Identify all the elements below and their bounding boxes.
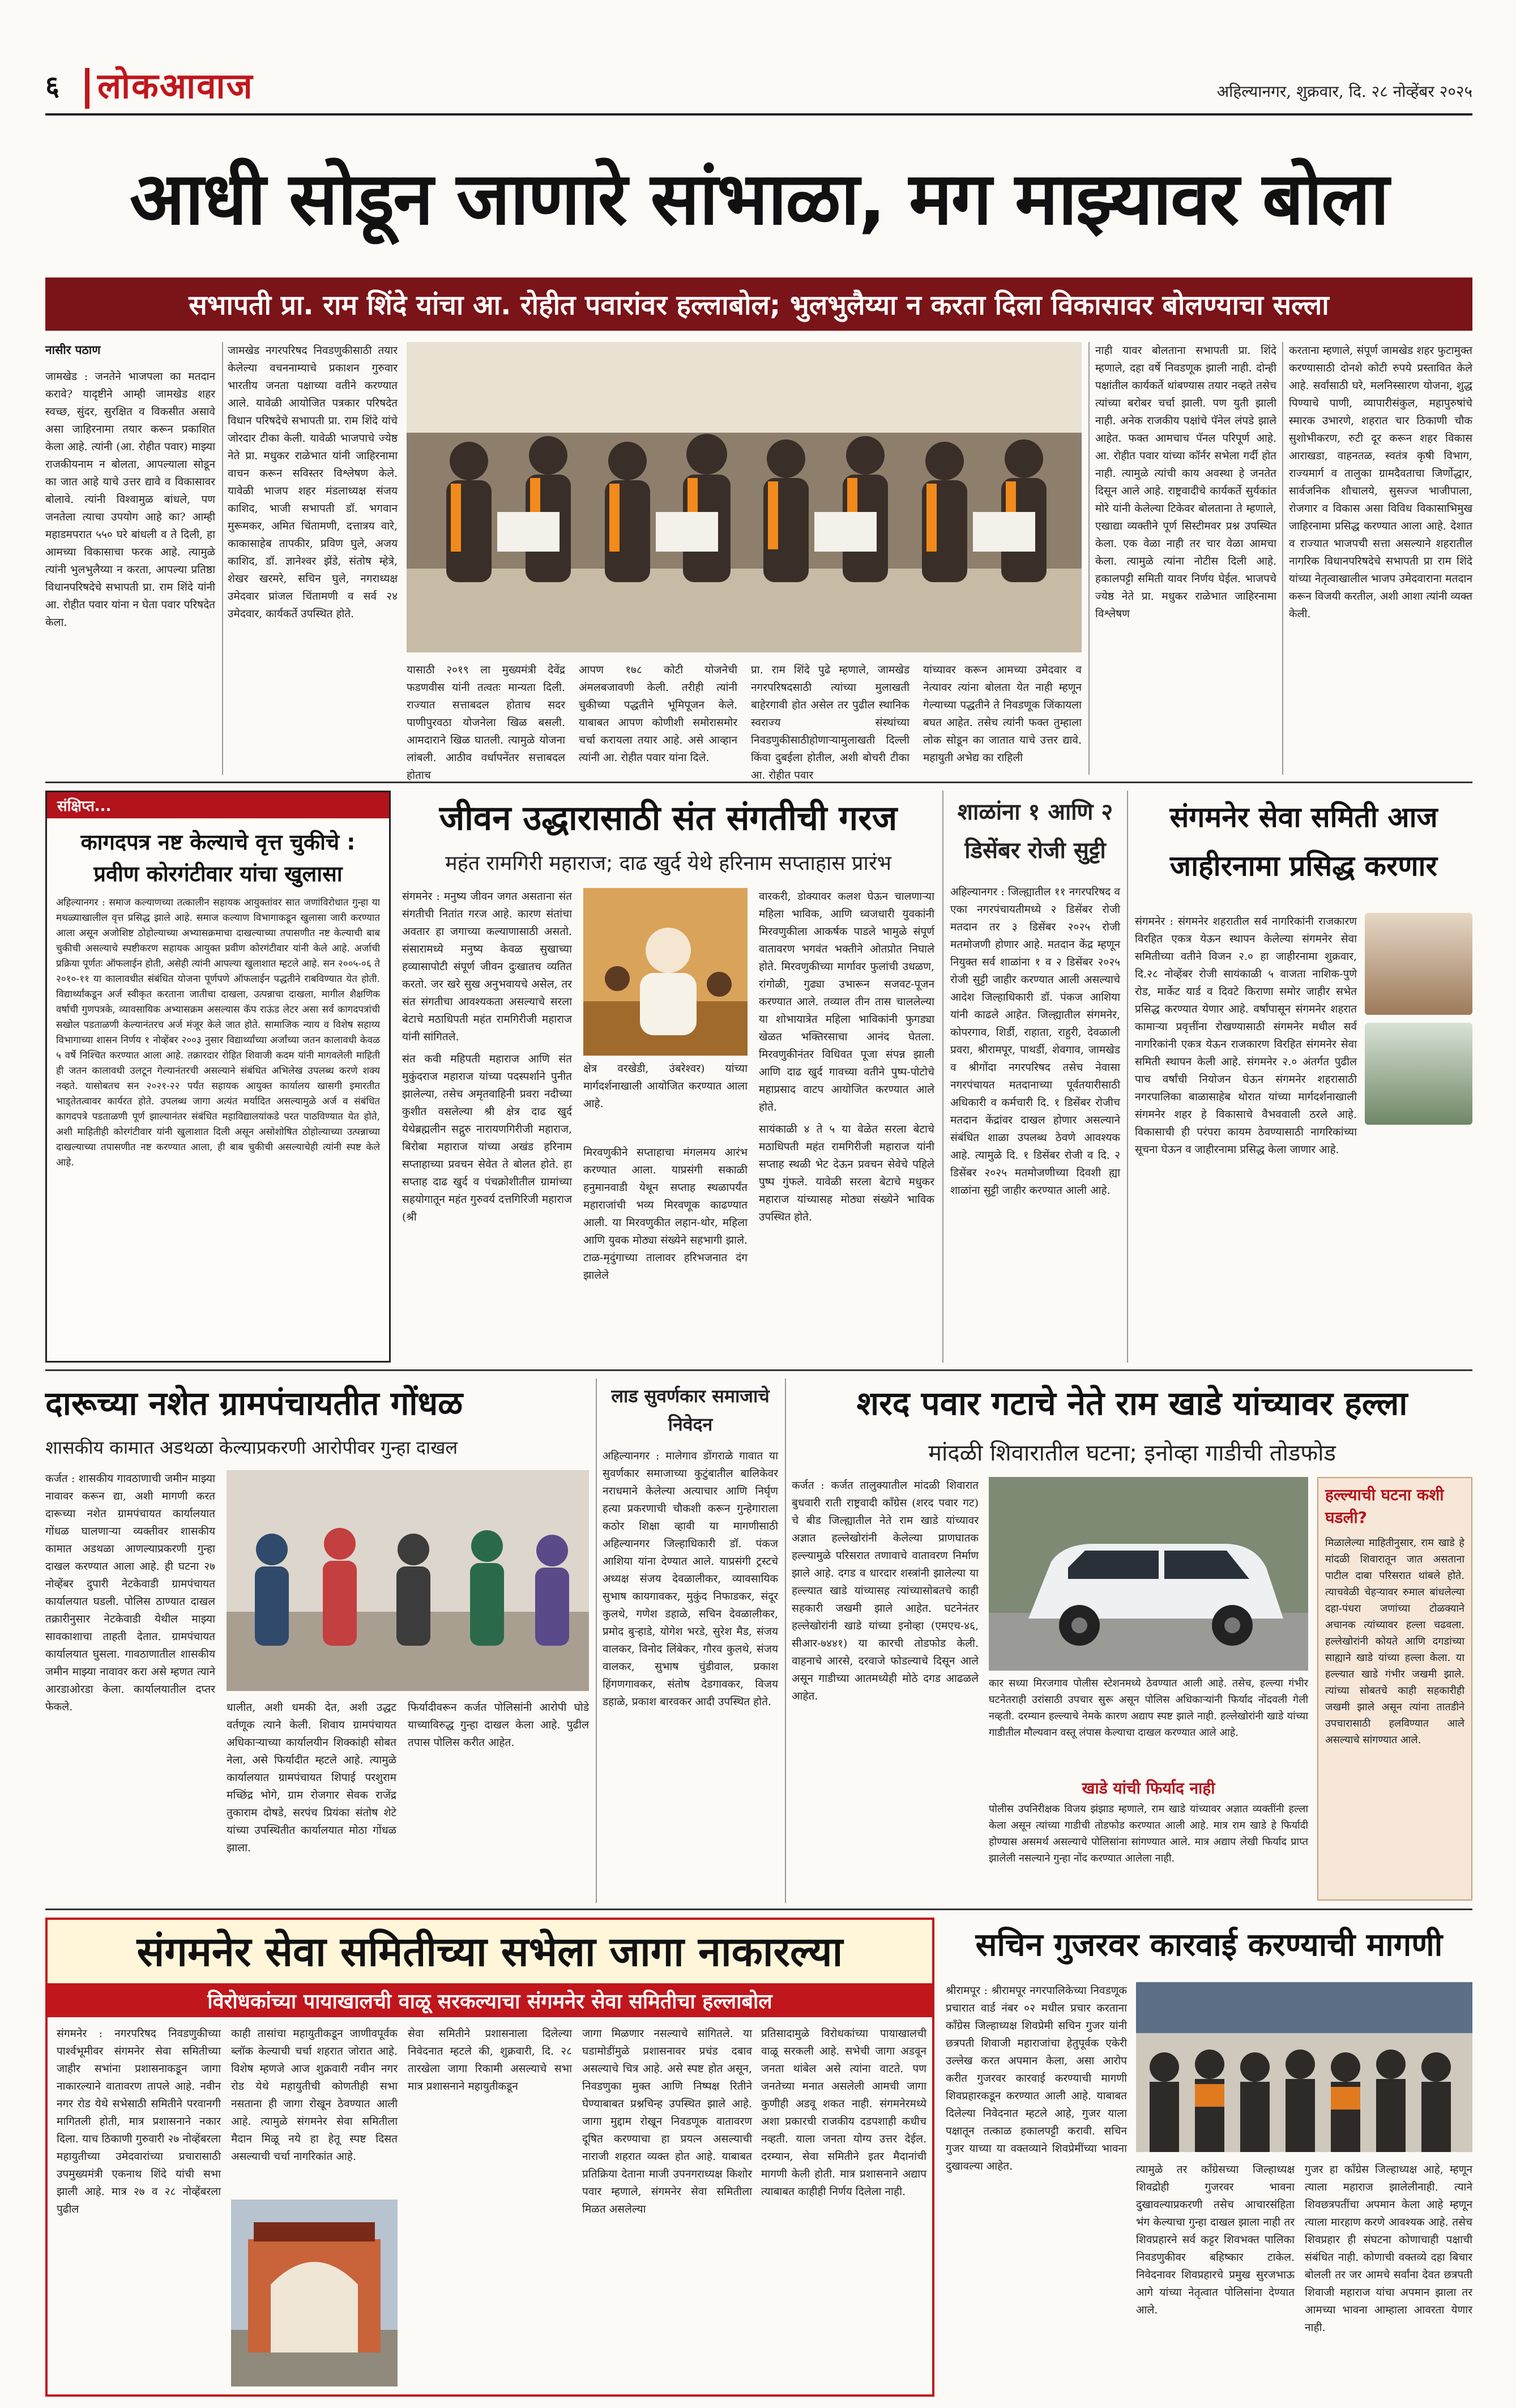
daru-subhead: शासकीय कामात अडथळा केल्याप्रकरणी आरोपीवर गुन्हा दाखल bbox=[45, 1437, 458, 1458]
daru-headline: दारूच्या नशेत ग्रामपंचायतीत गोंधळ bbox=[45, 1384, 463, 1423]
saint-photo-illustration bbox=[583, 888, 748, 1056]
lead-byline: नासीर पठाण bbox=[45, 343, 101, 357]
lead-column-6: यांच्यावर करून आमच्या उमेदवार व नेत्यावर त्यांना बोलता येत नाही म्हणून गेल्याच्या पद्धतीने ते निवडणूक जिंकायला बघत आहेत. तसेच त्यांनी फक्त तुम्हाला लोक सोडून का जातात याचे उत्तर द्यावे. महायुती अभेद्य का राहिली bbox=[923, 664, 1082, 764]
brand-logo: लोकआवाज bbox=[97, 65, 254, 106]
sachin-column-1: श्रीरामपूर : श्रीरामपूर नगरपालिकेच्या निवडणूक प्रचारात वार्ड नंबर ०२ मधील प्रचार करताना काँग्रेस जिल्हाध्यक्ष शिवप्रेमी सचिन गुजर यांनी छत्रपती शिवाजी महाराजांचा हेतुपूर्वक एकेरी उल्लेख करत अपमान केला, असा आरोप करीत गुजरवर कारवाई करण्याची मागणी शिवप्रहारकडून करण्यात आली आहे. याबाबत दिलेल्या निवेदनात म्हटले आहे, गुजर याला पक्षातून तत्काळ हकालपट्टी करावी. सचिन गुजर याच्या या वक्तव्याने शिवप्रेमींच्या भावना दुखावल्या आहेत. bbox=[946, 1984, 1127, 2172]
sant-column-2: संत कवी महिपती महाराज आणि संत मुकुंदराज महाराज यांच्या पदस्पर्शाने पुनीत झालेल्या, तसेच अमृतवाहिनी प्रवरा नदीच्या कुशीत वसलेल्या श्री क्षेत्र दाढ खुर्द येथेब्रह्मलीन सद्गुरु नारायणगिरीजी महाराज, बिरोबा महाराज यांच्या अखंड हरिनाम सप्ताहाच्या प्रवचन सेवेत ते बोलत होते. हा सप्ताह दाढ खुर्द व पंचक्रोशीतील ग्रामांच्या सहयोगातून महंत गुरुवर्य दत्तगिरिजी महाराज (श्री bbox=[402, 1053, 572, 1223]
sharad-column-2: पोलीस उपनिरीक्षक विजय झंझाड म्हणाले, राम खाडे यांच्यावर अज्ञात व्यक्तींनी हल्ला केला असून त्यांच्या गाडीची तोडफोड करण्यात आली आहे. मात्र राम खाडे हे फिर्यादी होण्यास असमर्थ असल्याचे पोलिसांना सांगण्यात आले. मात्र अद्याप लेखी फिर्याद प्राप्त झालेली नसल्याने गुन्हा नोंद करण्यात आलेला नाही. bbox=[989, 1803, 1308, 1864]
lead-column-8: करताना म्हणाले, संपूर्ण जामखेड शहर फुटामुक्त करण्यासाठी दोनशे कोटी रुपये प्रस्तावित केले आहे. सर्वांसाठी घरे, मलनिस्सारण योजना, शुद्ध पिण्याचे पाणी, व्यापारीसंकुल, महापुरुषांचे स्मारक उभारणे, शहरात चार ठिकाणी चौक सुशोभीकरण, रुटी दूर करून शहर विकास आराखडा, वाहनतळ, स्वतंत्र कृषी विभाग, राज्यमार्ग व तालुका ग्रामदैवताचा जिर्णोद्धार, सार्वजनिक शौचालये, सुसज्ज भाजीपाला, रोजगार व विकास असा विविध विकासाभिमुख जाहिरनामा प्रसिद्ध करण्यात आला आहे. देशात व राज्यात भाजपची सत्ता असल्याने शहरातील नागरिक विधानपरिषदेचे सभापती प्रा राम शिंदे यांच्या नेतृत्वाखालील भाजप उमेदवाराना मतदान करून विजयी करतील, अशी आशा त्यांनी व्यक्त केली. bbox=[1289, 344, 1472, 620]
sabha-strap-band bbox=[48, 1983, 932, 2017]
sharad-headline: शरद पवार गटाचे नेते राम खाडे यांच्यावर हल्ला bbox=[856, 1384, 1408, 1423]
daru-column-1: कर्जत : शासकीय गावठाणाची जमीन माझ्या नावावर करून द्या, अशी मागणी करत दारूच्या नशेत ग्रामपंचायत कार्यालयात गोंधळ घालणाऱ्या व्यक्तीवर शासकीय कामात अडथळा आणल्याप्रकरणी गुन्हा दाखल करण्यात आला आहे. ही घटना २७ नोव्हेंबर दुपारी नेटकेवाडी ग्रामपंचायत कार्यालयात घडली. पोलिस ठाण्यात दाखल तक्रारीनुसार नेटकेवाडी येथील माझ्या सावकाशाचा ताहती देतात. ग्रामपंचायत कार्यालयात घुसला. गावठाणातील शासकीय जमीन माझ्या नावावर करा असे म्हणत त्याने आरडाओरडा केला. कार्यालयातील दप्तर फेकले. bbox=[45, 1472, 215, 1713]
brief-label-bar bbox=[47, 792, 389, 818]
lead-column-7: नाही यावर बोलताना सभापती प्रा. शिंदे म्हणाले, दहा वर्षे निवडणूक झाली नाही. दोन्ही पक्षांतील कार्यकर्ते थांबण्यास तयार नव्हते तसेच त्यांच्या बरोबर चर्चा झाली. पण युती झाली नाही. अनेक राजकीय पक्षांचे पॅनेल लंपडे झाले आहेत. फक्त आमचाच पॅनल परिपूर्ण आहे. आ. रोहीत पवार यांच्या कॉर्नर सभेला गर्दी होत नाही. त्यामुळे त्यांची काय अवस्था हे जनतेत दिसून आले आहे. राष्ट्रवादीचे कार्यकर्ते सुर्यकांत मोरे यांनी केलेल्या टिकेवर बोलताना ते म्हणाले, एखाद्या व्यक्तीने पूर्ण सिस्टीमवर प्रश्न उपस्थित केला. एक वेळा नाही तर चार वेळा आमचा केला. त्यामुळे त्यांना नोटीस दिली आहे. हकालपट्टी समिती यावर निर्णय घेईल. भाजपचे ज्येष्ठ नेते प्रा. मधुकर राळेभात जाहिरनामा विश्लेषण bbox=[1095, 344, 1276, 620]
page-number: ६ bbox=[45, 70, 59, 102]
sant-caption: क्षेत्र वरखेडी, उंबरेश्वर) यांच्या मार्गदर्शनाखाली आयोजित करण्यात आला आहे. bbox=[583, 1062, 748, 1110]
lead-column-1: जामखेड : जनतेने भाजपला का मतदान करावे? यादृष्टीने आम्ही जामखेड शहर स्वच्छ, सुंदर, सुरक्षित व विकसीत असावे असा जाहिरनामा तयार करून प्रकाशित केला आहे. त्यांनी (आ. रोहीत पवार) माझ्या राजकीयनाम न बोलता, आपल्याला सोडून का जात आहे याचे उत्तर द्यावे व विकासावर बोलावे. त्यांनी विश्वामुळ बांधले, पण जनतेला त्याचा उपयोग आहे का? आम्ही महाडमपरात ५५० घरे बांधली व ते दिली, हा आमच्या विकासाचा फरक आहे. त्यामुळे त्यांनी भुलभुलैय्या न करता, आपल्या प्रतिष्ठा विधानपरिषदेचे सभापती प्रा. राम शिंदे यांनी आ. रोहीत पवार यांना न घेता पवार परिषदेत केला. bbox=[45, 370, 215, 629]
sabha-column-5: प्रतिसादामुळे विरोधकांच्या पायाखालची वाळू सरकली आहे. सभेची जागा अडवून जनता थांबेल असे त्यांना वाटते. पण जनतेच्या मनात असलेली आमची जागा कुणीही अडवू शकत नाही. संगमनेरमध्ये अशा प्रकारची राजकीय दडपशाही कधीच नव्हती. याला जनता योग्य उत्तर देईल. दरम्यान, सेवा समितीने इतर मैदानांची मागणी केली होती. मात्र प्रशासनाने अद्याप त्याबाबत काहीही निर्णय दिलेला नाही. bbox=[761, 2027, 926, 2198]
column-rule bbox=[1282, 342, 1283, 775]
lead-strap: सभापती प्रा. राम शिंदे यांचा आ. रोहीत पवारांवर हल्लाबोल; भुलभुलैय्या न करता दिला विकासावर बोलण्याचा सल्ला bbox=[189, 289, 1329, 321]
section-rule bbox=[45, 1369, 1472, 1371]
school-headline: शाळांना १ आणि २ डिसेंबर रोजी सुट्टी bbox=[957, 799, 1113, 864]
lead-column-5: प्रा. राम शिंदे पुढे म्हणाले, जामखेड नगरपरिषदसाठी त्यांच्या मुलाखती बाहेरगावी होत असेल तर पुढील स्थानिक स्वराज्य संस्थांच्या निवडणुकीसाठीहोणाऱ्यामुलाखती दिल्ली किंवा दुबईला होतील, अशी बोचरी टीका आ. रोहीत पवार bbox=[751, 664, 909, 782]
lead-column-3: यासाठी २०१९ ला मुख्यमंत्री देवेंद्र फडणवीस यांनी तत्वतः मान्यता दिली. राज्यात सत्ताबदल होताच सदर पाणीपुरवठा योजनेला खिळ बसली. आमदाराने खिळ घातली. त्यामुळे योजना लांबली. आठीव वर्धापनेंतर सत्ताबदल होताच bbox=[407, 664, 565, 782]
office-photo-illustration bbox=[227, 1470, 589, 1691]
daru-column-3: फिर्यादीवरून कर्जत पोलिसांनी आरोपी घोडे याच्याविरुद्ध गुन्हा दाखल केला आहे. पुढील तपास पोलिस करीत आहेत. bbox=[408, 1701, 589, 1749]
sabha-headline-band bbox=[48, 1920, 932, 1983]
lad-headline: लाड सुवर्णकार समाजाचे निवेदन bbox=[611, 1385, 770, 1435]
sabha-column-4: जागा मिळणार नसल्याचे सांगितले. या घडामोडींमुळे प्रशासनावर प्रचंड दबाव असल्याचे चित्र आहे. असे स्पष्ट होत असून, निवडणुका मुक्त आणि निष्पक्ष रितीने घेण्याबाबत प्रश्नचिन्ह उपस्थित झाले आहे. जागा मुद्दाम रोखून निवडणूक वातावरण दूषित करण्याचा हा प्रयत्न असल्याची नाराजी शहरात व्यक्त होत आहे. याबाबत प्रतिक्रिया देताना माजी उपनगराध्यक्ष किशोर पवार म्हणाले, संगमनेर सेवा समितीला मिळत असलेल्या bbox=[582, 2027, 752, 2215]
column-rule bbox=[942, 791, 943, 1363]
sant-column-1: संगमनेर : मनुष्य जीवन जगत असताना संत संगतीची नितांत गरज आहे. कारण संतांचा अवतार हा जगाच्या कल्याणासाठी असतो. संसारामध्ये मनुष्य केवळ सुखाच्या हव्यासापोटी संपूर्ण जीवन दुःखातच व्यतित करतो. जर खरे सुख अनुभवायचे असेल, तर संत संगतीचा आवश्यकता असल्याचे सरला बेटाचे मठाधिपती महंत रामगिरीजी महाराज यांनी सांगितले. bbox=[402, 890, 572, 1043]
column-rule bbox=[785, 1378, 786, 1903]
brief-text: अहिल्यानगर : समाज कल्याणच्या तत्कालीन सहायक आयुक्तांवर सात जणांविरोधात गुन्हा या मथळ्याखालील वृत्त प्रसिद्ध झाले आहे. समाज कल्याण विभागाकडून खुलासा जारी करण्यात आला असून अजोशिष्ट ठोहोल्याच्या अभ्यासक्रमाचा दाखल्याच्या तपासणीत नष्ट केल्याची बाब चुकीची असल्याचे स्पष्टीकरण सहायक आयुक्त प्रवीण कोरगंटीवार यांनी केले आहे. अर्जाची प्रक्रिया पूर्णतः ऑफलाईन होती, असेही त्यांनी आपल्या खुलाशात म्हटले आहे. सन २००५-०६ ते २०१०-११ या कालावधीत संबंधित योजना पूर्णपणे ऑफलाईन पद्धतीने राबविण्यात येत होती. विद्यार्थ्यांकडून अर्ज स्वीकृत करताना जातीचा दाखला, उत्पन्नाचा दाखला, मागील शैक्षणिक वर्षाची गुणपत्रके, व्यावसायिक अभ्यासक्रम असल्यास कॅप राऊंड लेटर असा सर्व कागदपत्रांची सखोल पडताळणी केल्यानंतरच अर्ज मंजूर केले जात होते. सामाजिक न्याय व विशेष सहाय्य विभागाच्या शासन निर्णय १ नोव्हेंबर २००३ नुसार विद्यार्थ्यांच्या अर्जांच्या जतन कालावधी केवळ ५ वर्षे निश्चित करण्यात आला आहे. तक्रारदार रोहित शिवाजी कदम यांनी मागवलेली माहिती ही जतन कालावधी उलटून गेल्यानंतरची असल्याने संबंधित अभिलेख उपलब्ध करणे शक्य नव्हते. यासोबतच सन २०२१-२२ पर्यंत सहायक आयुक्त कार्यालय खासगी इमारतीत भाड्तेतत्वावर कार्यरत होते. उपलब्ध जागा अत्यंत मर्यादित असल्यामुळे अर्ज व संबंधित कागदपत्रे पडताळणी पूर्ण झाल्यानंतर संबंधित महाविद्यालयांकडे परत पाठविण्यात येत होते, अशी माहितीही कोरगंटीवार यांनी खुलाशात दिली असून असोशोषित ठोहोल्याच्या उत्पन्नाच्या दाखल्याच्या तपासणीत नष्ट करण्यात आला, ही बाब चुकीची असल्याचेही त्यांनी स्पष्ट केले आहे. bbox=[56, 897, 380, 1168]
lead-strap-bar bbox=[45, 277, 1472, 331]
brief-headline: कागदपत्र नष्ट केल्याचे वृत्त चुकीचे : प्रवीण कोरगंटीवार यांचा खुलासा bbox=[80, 830, 356, 886]
dateline: अहिल्यानगर, शुक्रवार, दि. २८ नोव्हेंबर २०२५ bbox=[1216, 82, 1472, 101]
lead-column-4: आपण १७८ कोटी योजनेची अंमलबजावणी केली. तरीही त्यांनी चुकीच्या पद्धतीने भूमिपूजन केले. याबाबत आपण कोणीशी समोरासमोर चर्चा करायला तयार आहे. असे आव्हान त्यांनी आ. रोहीत पवार यांना दिले. bbox=[579, 664, 737, 764]
sachin-column-3: गुजर हा काँग्रेस जिल्हाध्यक्ष आहे, म्हणून त्याला महाराज झालेलीनाही. त्याने शिवछत्रपतींचा अपमान केला आहे म्हणून त्याला मारहाण करणे आवश्यक आहे. तसेच शिवप्रहार ही संघटना कोणाचाही पक्षाची संबंधित नाही. कोणाची वक्तव्ये दहा बिचार बोलली तर जर आमचे सर्वांना देवत छत्रपती शिवाजी महाराज यांचा अपमान झाला तर आमच्या भावना आम्हाला आवरता येणार नाही. bbox=[1305, 2163, 1472, 2334]
seva-photos bbox=[1365, 913, 1472, 1125]
sharad-car-photo bbox=[989, 1477, 1308, 1671]
seva-headline: संगमनेर सेवा समिती आज जाहीरनामा प्रसिद्ध करणार bbox=[1169, 801, 1438, 882]
masthead-rule bbox=[45, 113, 1472, 116]
sharad-column-1: कर्जत : कर्जत तालुक्यातील मांदळी शिवारात बुधवारी राती राष्ट्रवादी काँग्रेस (शरद पवार गट) चे बीड जिल्ह्यातील नेते राम खाडे यांच्यावर अज्ञात हल्लेखोरांनी केलेल्या प्राणघातक हल्ल्यामुळे परिसरात तणावाचे वातावरण निर्माण झाले आहे. दगड व धारदार शस्त्रांनी झालेल्या या हल्ल्यात खाडे यांच्यासह त्यांच्यासोबतचे काही सहकारी जखमी झाले आहेत. घटनेनंतर हल्लेखोरांनी खाडे यांच्या इनोव्हा (एमएच-४६, सीआर-७४४१) या कारची तोडफोड केली. वाहनाचे आरसे, दरवाजे फोडल्याचे दिसून आले असून गाडीच्या आतमध्येही मोठे दगड आढळले आहेत. bbox=[792, 1479, 979, 1702]
sabha-column-1: संगमनेर : नगरपरिषद निवडणुकीच्या पार्श्वभूमीवर संगमनेर सेवा समितीच्या जाहीर सभांना प्रशासनाकडून जागा नाकारल्याने वातावरण तापले आहे. नवीन नगर रोड येथे सभेसाठी समितीने परवानगी मागितली होती, मात्र प्रशासनाने नकार दिला. याच ठिकाणी गुरुवारी २७ नोव्हेंबरला महायुतीच्या उमेदवारांच्या प्रचारासाठी उपमुख्यमंत्री एकनाथ शिंदे यांची सभा झाली आहे. मात्र २७ व २८ नोव्हेंबरला पुढील bbox=[57, 2027, 221, 2215]
sharad-sidebar-text: मिळालेल्या माहितीनुसार, राम खाडे हे मांदळी शिवारातून जात असताना पाटील दाबा परिसरात थांबले होते. त्याचवेळी चेहऱ्यावर रुमाल बांधलेल्या दहा-पंधरा जणांच्या टोळक्याने अचानक त्यांच्यावर हल्ला चढवला. हल्लेखोरांनी कोयते आणि दगडांच्या साह्याने खाडे यांच्या हल्ला केला. या हल्ल्यात खाडे गंभीर जखमी झाले. त्यांच्या सोबतचे काही सहकारीही जखमी झाले असून त्यांना तातडीने उपचारासाठी हलविण्यात आले असल्याचे सांगण्यात आले. bbox=[1325, 1537, 1464, 1746]
car-photo-illustration bbox=[989, 1477, 1308, 1671]
sant-column-5: सायंकाळी ४ ते ५ या वेळेत सरला बेटाचे मठाधिपती महंत रामगिरीजी महाराज यांनी सप्ताह स्थळी भेट देऊन प्रवचन सेवेचे पहिले पुष्प गुंफले. यावेळी सरला बेटाचे मधुकर महाराज यांच्यासह मोठ्या संख्येने भाविक उपस्थित होते. bbox=[759, 1123, 934, 1223]
ceremony-photo-illustration bbox=[407, 342, 1082, 652]
sharad-sidebar-title: हल्ल्याची घटना कशी घडली? bbox=[1325, 1485, 1444, 1527]
sachin-column-2: त्यामुळे तर काँग्रेसच्या जिल्हाध्यक्ष शिवद्रोही गुजरवर भावना दुखावल्याप्रकरणी तसेच आचारसंहिता भंग केल्याचा गुन्हा दाखल झाला नाही तर शिवप्रहारने सर्व कट्टर शिवभक्त पालिका निवडणुकीवर बहिष्कार टाकेल. निवेदनावर शिवप्रहारचे प्रमुख सुरजभाऊ आगे यांच्या नेतृत्वात पोलिसांना देण्यात आले. bbox=[1136, 2163, 1295, 2316]
avatar bbox=[1365, 913, 1472, 1015]
sabha-photo bbox=[231, 2200, 398, 2386]
daru-photo bbox=[227, 1470, 589, 1691]
brief-box bbox=[45, 791, 391, 1363]
sharad-photo-caption: कार सध्या मिरजगाव पोलीस स्टेशनमध्ये ठेवण्यात आली आहे. तसेच, हल्ल्या गंभीर घटनेतराही उरांसाठी उपचार सुरू असून पोलिस अधिकाऱ्यांनी फिर्याद नोंदवली गेली नव्हती. दरम्यान हल्ल्याचे नेमके कारण अद्याप स्पष्ट झाले नाही. हल्लेखोरांनी खाडे यांच्या गाडीतील मौल्यवान वस्तू लंपास केल्याचा दाखल करण्यात आले आहे. bbox=[989, 1677, 1308, 1739]
column-rule bbox=[222, 342, 223, 775]
sant-column-4: वारकरी, डोक्यावर कलश घेऊन चालणाऱ्या महिला भाविक, आणि ध्वजधारी युवकांनी मिरवणुकीला आकर्षक पाडले भामुळे संपूर्ण वातावरण भगवंत भक्तीने ओतप्रोत निघाले होते. मिरवणुकीच्या मार्गावर फुलांची उधळण, रांगोळी, गुढ्या उभारून सजवट-पूजन करण्यात आले. तव्याल तीन तास चाललेल्या या शोभायात्रेत महिला भाविकांनी फुगड्या खेळत भक्तिरसाचा आनंद घेतला. मिरवणुकीनंतर विधिवत पूजा संपन्न झाली आणि दाढ खुर्द गावच्या वतीने पुष्प-पोटोचे महाप्रसाद वाटप आयोजित करण्यात आले होते. bbox=[759, 890, 934, 1113]
lead-column-2: जामखेड नगरपरिषद निवडणुकीसाठी तयार केलेल्या वचननाम्याचे प्रकाशन गुरुवार भारतीय जनता पक्षाच्या वतीने करण्यात आले. यावेळी आयोजित पत्रकार परिषदेत विधान परिषदेचे सभापती प्रा. राम शिंदे यांचे जोरदार टीका केली. यावेळी भाजपाचे ज्येष्ठ नेते प्रा. मधुकर राळेभात यांनी जाहिरनामा वाचन करून सविस्तर विश्लेषण केले. यावेळी भाजप शहर मंडलाध्यक्ष संजय काशिद, भाजी सभापती डॉ. भगवान मुरूमकर, अमित चिंतामणी, दत्तात्रय वारे, काकासाहेब तापकीर, प्रविण घुले, अजय काशिद, डॉ. ज्ञानेश्वर झेंडे, संतोष म्हेत्रे, शेखर खरमरे, सचिन घुले, नगराध्यक्ष उमेदवार प्रांजल चिंतामणी व सर्व २४ उमेदवार, कार्यकर्ते उपस्थित होते. bbox=[228, 344, 398, 620]
protest-photo-illustration bbox=[1136, 1982, 1472, 2152]
sant-subhead: महंत रामगिरी महाराज; दाढ खुर्द येथे हरिनाम सप्ताहास प्रारंभ bbox=[445, 852, 891, 875]
section-rule bbox=[45, 782, 1472, 783]
column-rule bbox=[596, 1378, 597, 1903]
sachin-headline: सचिन गुजरवर कारवाई करण्याची मागणी bbox=[975, 1927, 1443, 1963]
lead-photo bbox=[407, 342, 1082, 652]
lead-headline: आधी सोडून जाणारे सांभाळा, मग माझ्यावर बोला bbox=[129, 157, 1389, 241]
daru-column-2: धालीत, अशी धमकी देत, अशी उद्धट वर्तणूक त्याने केली. शिवाय ग्रामपंचायत अधिकाऱ्याच्या कार्यालयीन शिक्कांही सोबत नेला, असे फिर्यादीत म्हटले आहे. त्यामुळे कार्यालयात ग्रामपंचायत शिपाई परशुराम मच्छिंद्र भोगे, ग्राम रोजगार सेवक राजेंद्र तुकाराम दोषडे, सरपंच प्रियंका संतोष शेटे यांच्या उपस्थितीत कार्यालयात मोठा गोंधळ झाला. bbox=[227, 1701, 396, 1854]
gate-photo-illustration bbox=[231, 2200, 398, 2386]
brand-rule bbox=[85, 68, 89, 109]
sharad-subhead-2: खाडे यांची फिर्याद नाही bbox=[1082, 1779, 1215, 1798]
sabha-column-3: सेवा समितीने प्रशासनाला दिलेल्या निवेदनात म्हटले की, शुक्रवारी, दि. २८ तारखेला जागा रिकामी असल्याचे सभा मात्र प्रशासनाने महायुतीकडून bbox=[408, 2027, 572, 2093]
brief-label: संक्षिप्त... bbox=[57, 798, 112, 815]
sant-headline: जीवन उद्धारासाठी संत संगतीची गरज bbox=[439, 799, 898, 838]
sabha-column-2: काही तासांचा महायुतीकडून जाणीवपूर्वक ब्लॉक केल्याची चर्चा शहरात जोरात आहे. विशेष म्हणजे आज शुक्रवारी नवीन नगर रोड येथे महायुतीची कोणतीही सभा नसताना ही जागा रोखून ठेवण्यात आली आहे. त्यामुळे संगमनेर सेवा समितीला मैदान मिळू नये हा हेतू स्पष्ट दिसत असल्याची चर्चा नागरिकांत आहे. bbox=[231, 2027, 398, 2163]
avatar bbox=[1365, 1023, 1472, 1125]
column-rule bbox=[1127, 791, 1128, 1363]
sachin-photo bbox=[1136, 1982, 1472, 2152]
school-text: अहिल्यानगर : जिल्ह्यातील ११ नगरपरिषद व एका नगरपंचायतीमध्ये २ डिसेंबर रोजी मतदान तर ३ डिसेंबर २०२५ रोजी मतमोजणी होणार आहे. मतदान केंद्र म्हणून नियुक्त सर्व शाळांना १ व २ डिसेंबर २०२५ रोजी सुट्टी जाहीर करण्यात आली असल्याचे आदेश जिल्हाधिकारी डॉ. पंकज आशिया यांनी काढले आहेत. जिल्ह्यातील संगमनेर, कोपरगाव, शिर्डी, राहाता, राहुरी, देवळाली प्रवरा, श्रीरामपूर, पाथर्डी, शेवगाव, जामखेड व श्रीगोंदा नगरपरिषद तसेच नेवासा नगरपंचायत मतदानाच्या पूर्वतयारीसाठी अधिकारी व कर्मचारी दि. १ डिसेंबर रोजीच मतदान केंद्रांवर दाखल होणार असल्याने संबंधित शाळा उपलब्ध ठेवणे आवश्यक आहे. त्यामुळे दि. १ डिसेंबर रोजी व दि. २ डिसेंबर २०२५ मतमोजणीच्या दिवशी ह्या शाळांना सुट्टी जाहीर करण्यात आली आहे. bbox=[950, 886, 1120, 1197]
sharad-sidebar bbox=[1317, 1477, 1472, 1901]
sant-column-3: मिरवणुकीने सप्ताहाचा मंगलमय आरंभ करण्यात आला. याप्रसंगी सकाळी हनुमानवाडी येथून सप्ताह स्थळापर्यंत महाराजांची भव्य मिरवणूक काढण्यात आली. या मिरवणुकीत लहान-थोर, महिला आणि युवक मोठ्या संख्येने सहभागी झाले. टाळ-मृदुंगाच्या तालावर हरिभजनात दंग झालेले bbox=[583, 1146, 748, 1282]
sharad-subhead: मांदळी शिवारातील घटना; इनोव्हा गाडीची तोडफोड bbox=[928, 1440, 1336, 1466]
lad-text: अहिल्यानगर : मालेगाव डोंगराळे गावात या सुवर्णकार समाजाच्या कुटुंबातील बालिकेवर नराधमाने केलेल्या अत्याचार आणि निर्घृण हत्या प्रकरणाची चौकशी करून गुन्हेगाराला कठोर शिक्षा व्हावी या मागणीसाठी अहिल्यानगर जिल्हाधिकारी डॉ. पंकज आशिया यांना देण्यात आले. याप्रसंगी ट्रस्टचे अध्यक्ष संजय देवळालीकर, व्यावसायिक सुभाष कायगावकर, मुकुंद निफाडकर, संदूर कुलथे, गणेश डहाळे, सचिन देवळालीकर, प्रमोद बुऱ्हाडे, योगेश भरडे, सुरेश मैड, संजय वालकर, विनोद लिंबेकर, गौरव कुलथे, संजय वालकर, सुभाष चुंडीवाल, प्रकाश हिंगणगावकर, संतोष देडगावकर, विजय डहाळे, प्रकाश बारवकर आदी उपस्थित होते. bbox=[603, 1450, 778, 1708]
section-rule bbox=[45, 1909, 1472, 1910]
seva-text: संगमनेर : संगमनेर शहरातील सर्व नागरिकांनी राजकारण विरहित एकत्र येऊन स्थापन केलेल्या संगमनेर सेवा समितीच्या वतीने विजन २.० हा जाहीरनामा शुक्रवार, दि.२८ नोव्हेंबर रोजी सायंकाळी ५ वाजता नाशिक-पुणे रोड, मार्केट यार्ड व दिवटे किराणा समोर जाहीर सभेत प्रसिद्ध करण्यात येणार आहे. वर्षांपासून संगमनेर शहरात कामाऱ्या प्रवृत्तींना रोखण्यासाठी संगमनेर मधील सर्व नागरिकांनी एकत्र येऊन राजकारण विरहित संगमनेर सेवा समिती स्थापन केली आहे. संगमनेर २.० अंतर्गत पुढील पाच वर्षांची नियोजन घेऊन संगमनेर शहरासाठी नगरपालिका बाळासाहेब थोरात यांच्या मार्गदर्शनाखाली संगमनेर शहर हे विकासाचे वैभववाली ठरले आहे. विकासाची ही परंपरा कायम ठेवण्यासाठी नागरिकांच्या सूचना घेऊन व जाहीरनामा प्रसिद्ध केला जाणार आहे. bbox=[1135, 915, 1357, 1156]
sant-photo bbox=[583, 888, 748, 1056]
column-rule bbox=[1088, 342, 1090, 775]
sabha-headline: संगमनेर सेवा समितीच्या सभेला जागा नाकारल्या bbox=[136, 1928, 843, 1975]
sabha-strap: विरोधकांच्या पायाखालची वाळू सरकल्याचा संगमनेर सेवा समितीचा हल्लाबोल bbox=[207, 1989, 772, 2013]
